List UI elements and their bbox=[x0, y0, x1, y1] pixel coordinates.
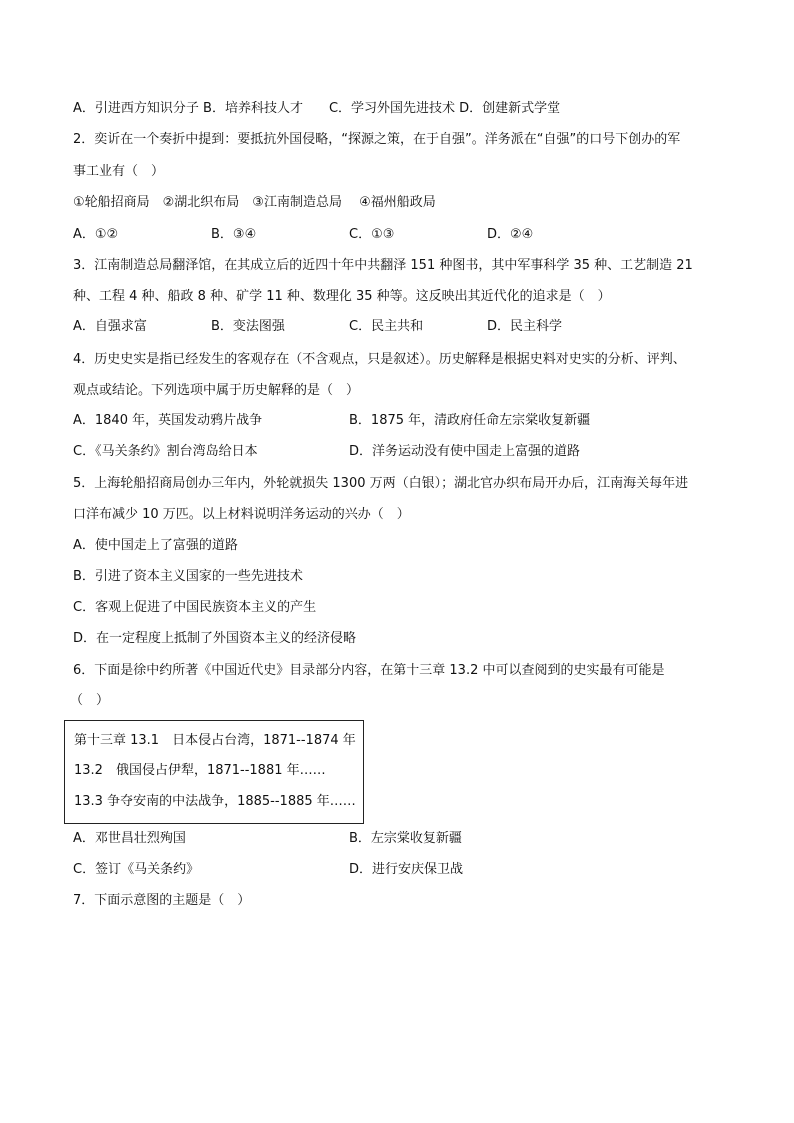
q5-option-a: A．使中国走上了富强的道路 bbox=[73, 538, 238, 553]
q2-items: ①轮船招商局 ②湖北织布局 ③江南制造总局 ④福州船政局 bbox=[73, 195, 436, 210]
q6-option-c: C．签订《马关条约》 bbox=[73, 862, 200, 877]
q3-option-d: D．民主科学 bbox=[487, 319, 563, 334]
q5-option-b: B．引进了资本主义国家的一些先进技术 bbox=[73, 569, 303, 584]
q6-box-line2: 13.2 俄国侵占伊犁，1871--1881 年…… bbox=[74, 763, 326, 778]
q3-option-c: C．民主共和 bbox=[349, 319, 424, 334]
q5-stem-line2: 口洋布减少 10 万匹。以上材料说明洋务运动的兴办（ ） bbox=[73, 507, 410, 522]
q1-options-line: A．引进西方知识分子 B．培养科技人才 C．学习外国先进技术 D．创建新式学堂 bbox=[73, 101, 561, 116]
q2-option-b: B．③④ bbox=[211, 227, 257, 242]
q6-box-line3: 13.3 争夺安南的中法战争，1885--1885 年…… bbox=[74, 794, 356, 809]
q6-table-of-contents-box bbox=[64, 720, 364, 824]
q4-option-c: C．《马关条约》割台湾岛给日本 bbox=[73, 444, 258, 459]
q4-stem-line2: 观点或结论。下列选项中属于历史解释的是（ ） bbox=[73, 383, 360, 398]
q3-stem-line1: 3．江南制造总局翻泽馆，在其成立后的近四十年中共翻泽 151 种图书，其中军事科学 35 种、工艺制造 21 bbox=[73, 258, 693, 273]
q2-stem-line1: 2．奕䜣在一个奏折中提到：要抵抗外国侵略，“探源之策，在于自强”。洋务派在“自强”的口号下创办的军 bbox=[73, 132, 681, 147]
q2-option-c: C．①③ bbox=[349, 227, 395, 242]
q7-stem-line1: 7．下面示意图的主题是（ ） bbox=[73, 893, 251, 908]
q4-option-b: B．1875 年，清政府任命左宗棠收复新疆 bbox=[349, 413, 591, 428]
q6-box-line1: 第十三章 13.1 日本侵占台湾，1871--1874 年 bbox=[74, 733, 356, 748]
q6-stem-line2: （ ） bbox=[70, 693, 110, 708]
q6-option-b: B．左宗棠收复新疆 bbox=[349, 831, 462, 846]
q6-option-d: D．进行安庆保卫战 bbox=[349, 862, 464, 877]
q4-stem-line1: 4．历史史实是指已经发生的客观存在（不含观点，只是叙述）。历史解释是根据史料对史实的分析、评判、 bbox=[73, 352, 686, 367]
q3-stem-line2: 种、工程 4 种、船政 8 种、矿学 11 种、数理化 35 种等。这反映出其近代化的追求是（ ） bbox=[73, 289, 611, 304]
q2-stem-line2: 事工业有（ ） bbox=[73, 164, 165, 179]
q6-option-a: A．邓世昌壮烈殉国 bbox=[73, 831, 186, 846]
q2-option-a: A．①② bbox=[73, 227, 119, 242]
q5-stem-line1: 5．上海轮船招商局创办三年内，外轮就损失 1300 万两（白银）；湖北官办织布局开办后，江南海关每年进 bbox=[73, 476, 689, 491]
q3-option-a: A．自强求富 bbox=[73, 319, 147, 334]
q4-option-d: D．洋务运动没有使中国走上富强的道路 bbox=[349, 444, 581, 459]
q5-option-d: D．在一定程度上抵制了外国资本主义的经济侵略 bbox=[73, 631, 357, 646]
q6-stem-line1: 6．下面是徐中约所著《中国近代史》目录部分内容，在第十三章 13.2 中可以查阅到的史实最有可能是 bbox=[73, 663, 665, 678]
q5-option-c: C．客观上促进了中国民族资本主义的产生 bbox=[73, 600, 317, 615]
q4-option-a: A．1840 年，英国发动鸦片战争 bbox=[73, 413, 263, 428]
q2-option-d: D．②④ bbox=[487, 227, 534, 242]
q3-option-b: B．变法图强 bbox=[211, 319, 285, 334]
